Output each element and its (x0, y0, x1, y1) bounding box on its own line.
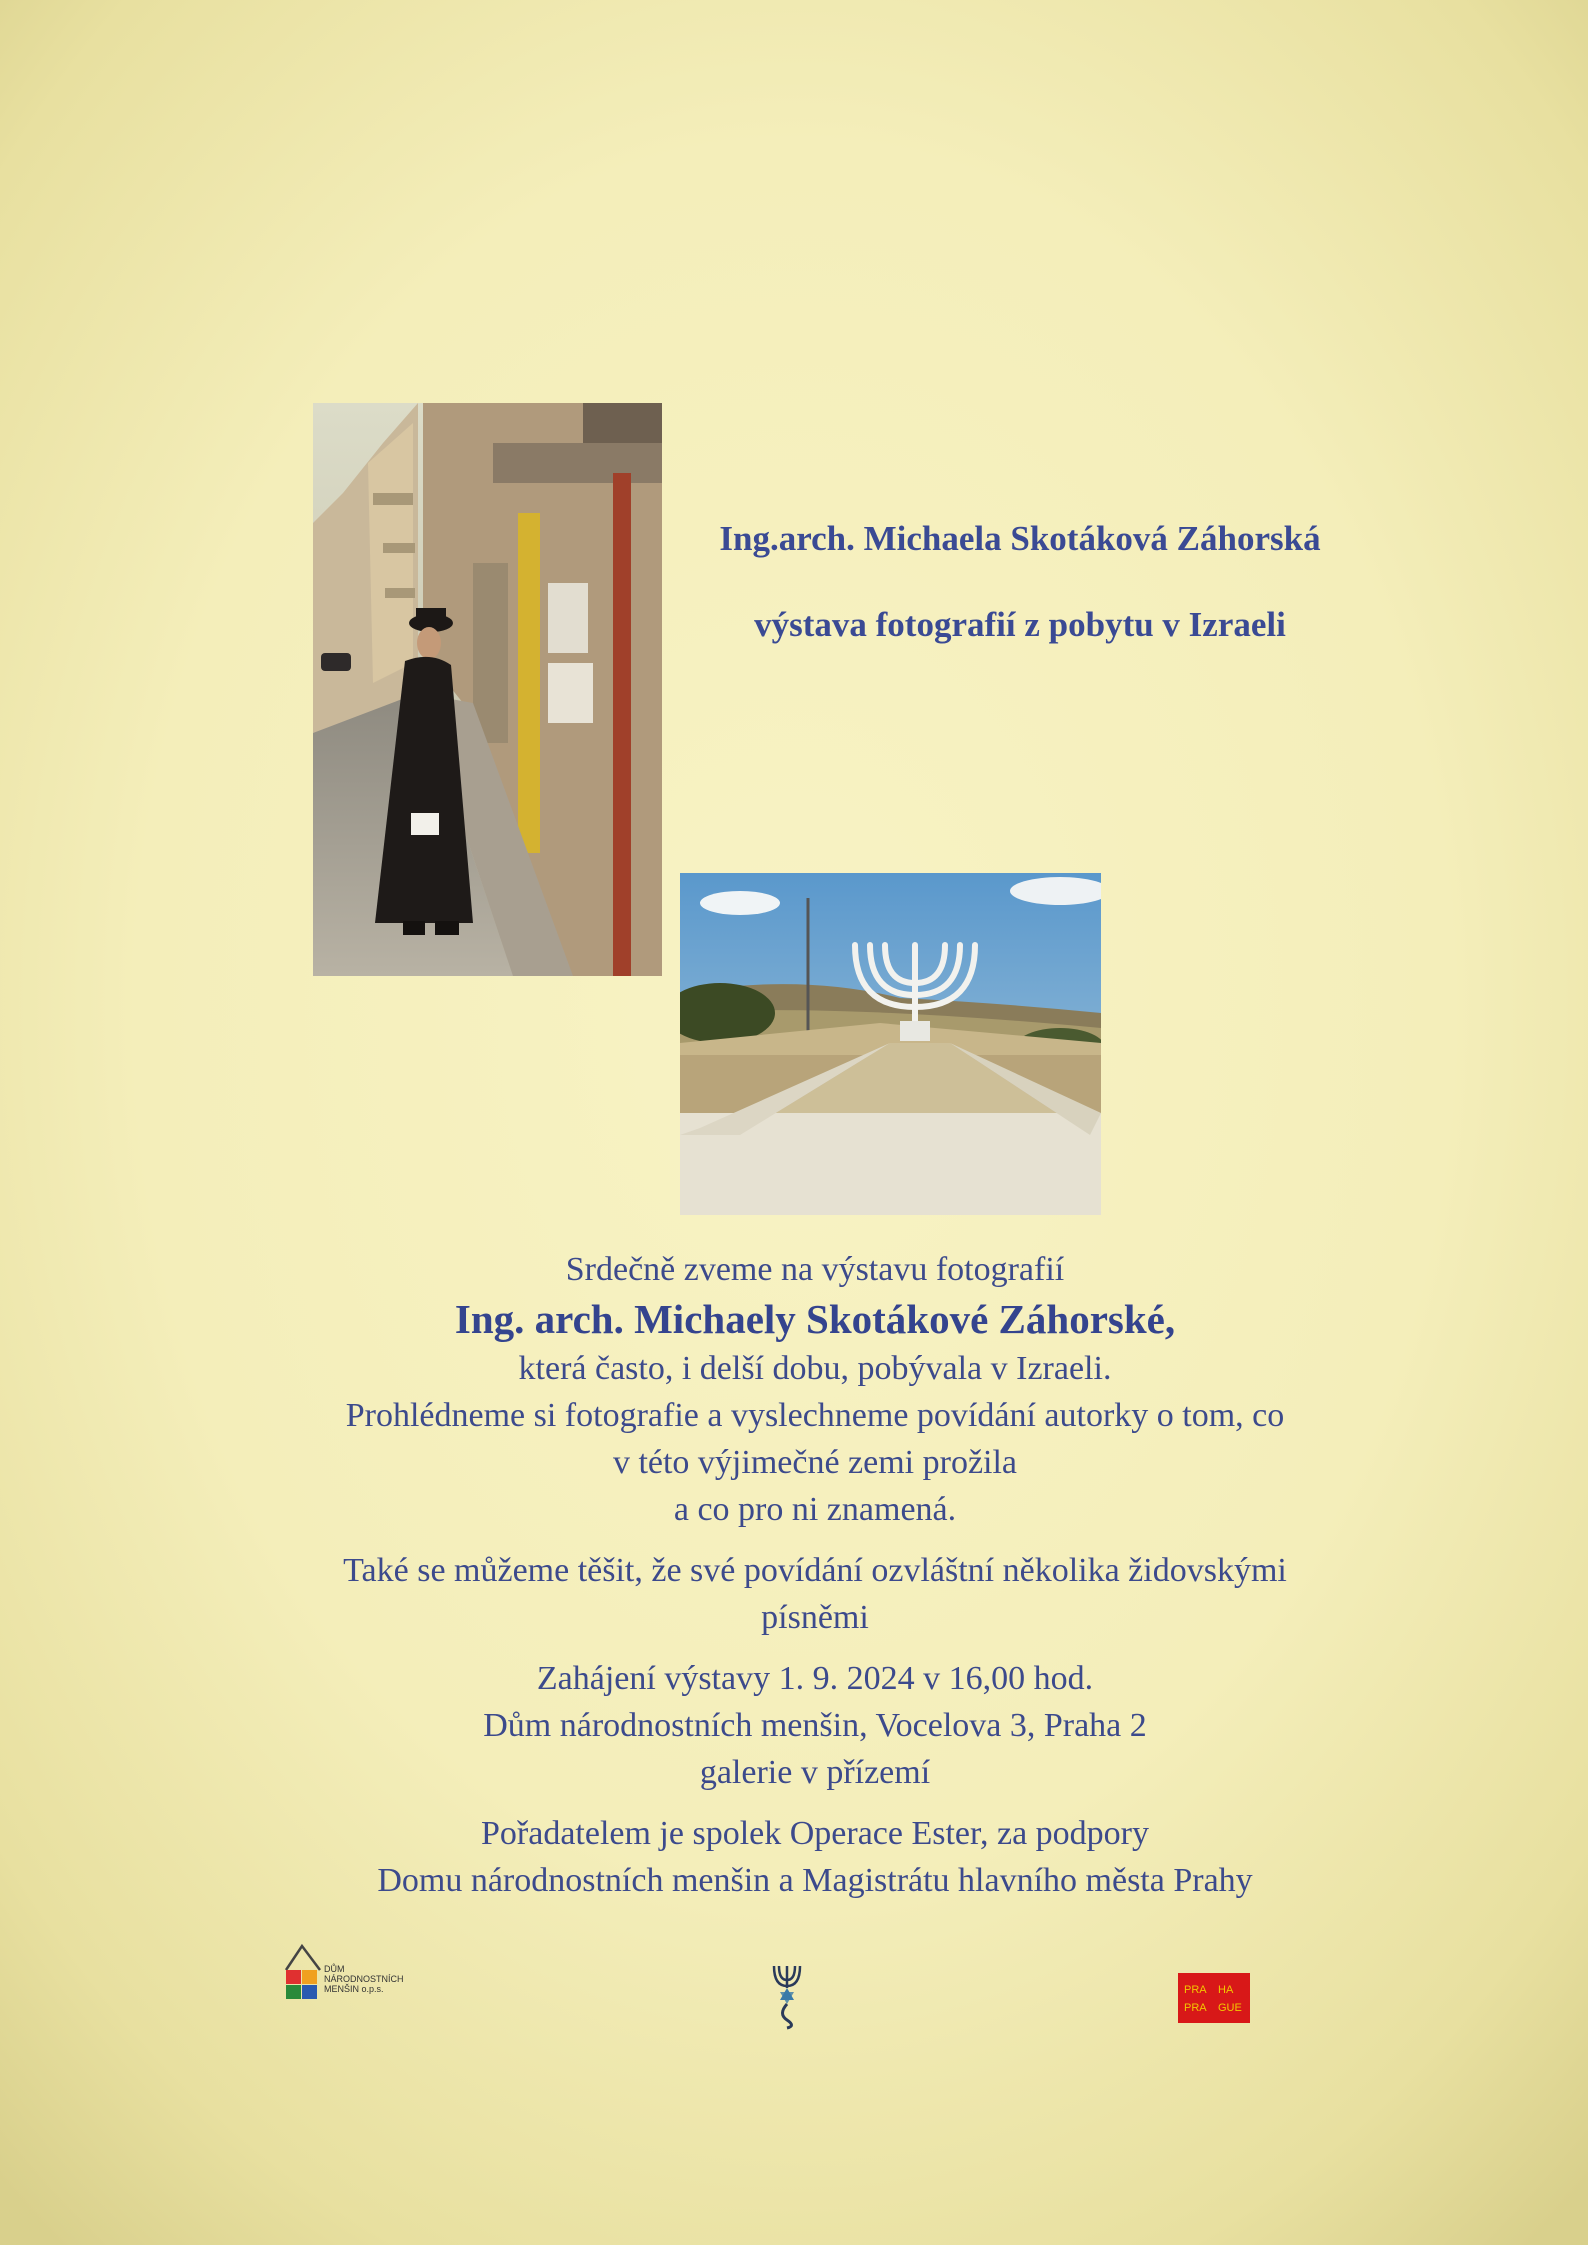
venue-room: galerie v přízemí (699, 1754, 931, 1791)
menorah-photo (680, 873, 1101, 1215)
invitation-line: Srdečně zveme na výstavu fotografií (565, 1251, 1065, 1288)
operace-ester-logo (770, 1962, 804, 2030)
author-name: Ing. arch. Michaely Skotákové Záhorské, (454, 1296, 1176, 1342)
author-heading: Ing.arch. Michaela Skotáková Záhorská (719, 519, 1321, 558)
praha-logo (1178, 1973, 1250, 2023)
invitation-line: písněmi (761, 1599, 869, 1636)
exhibition-subtitle: výstava fotografií z pobytu v Izraeli (754, 605, 1286, 644)
praha-logo-text: HA (1218, 1984, 1234, 1996)
venue-address: Dům národnostních menšin, Vocelova 3, Praha 2 (483, 1707, 1147, 1744)
praha-logo-text: PRA (1184, 1984, 1207, 1996)
dnm-logo-text: NÁRODNOSTNÍCH (324, 1974, 404, 1984)
invitation-line: Také se můžeme těšit, že své povídání ozvláštní několika židovskými (343, 1552, 1287, 1589)
dnm-logo-text: DŮM (324, 1964, 345, 1974)
dnm-logo-text: MENŠIN o.p.s. (324, 1984, 384, 1994)
invitation-line: která často, i delší dobu, pobývala v Izraeli. (518, 1350, 1112, 1387)
organizer-line: Pořadatelem je spolek Operace Ester, za podpory (481, 1815, 1149, 1852)
invitation-line: Prohlédneme si fotografie a vyslechneme povídání autorky o tom, co (345, 1397, 1285, 1434)
dnm-logo (280, 1942, 430, 2010)
organizer-line: Domu národnostních menšin a Magistrátu hlavního města Prahy (377, 1862, 1253, 1899)
invitation-line: v této výjimečné zemi prožila (612, 1444, 1018, 1481)
praha-logo-text: PRA (1184, 2002, 1207, 2014)
exhibition-title (690, 515, 1350, 649)
praha-logo-text: GUE (1218, 2002, 1242, 2014)
street-photo (313, 403, 662, 976)
invitation-line: a co pro ni znamená. (673, 1491, 957, 1528)
opening-date: Zahájení výstavy 1. 9. 2024 v 16,00 hod. (536, 1660, 1094, 1697)
invitation-text (200, 1246, 1430, 1904)
